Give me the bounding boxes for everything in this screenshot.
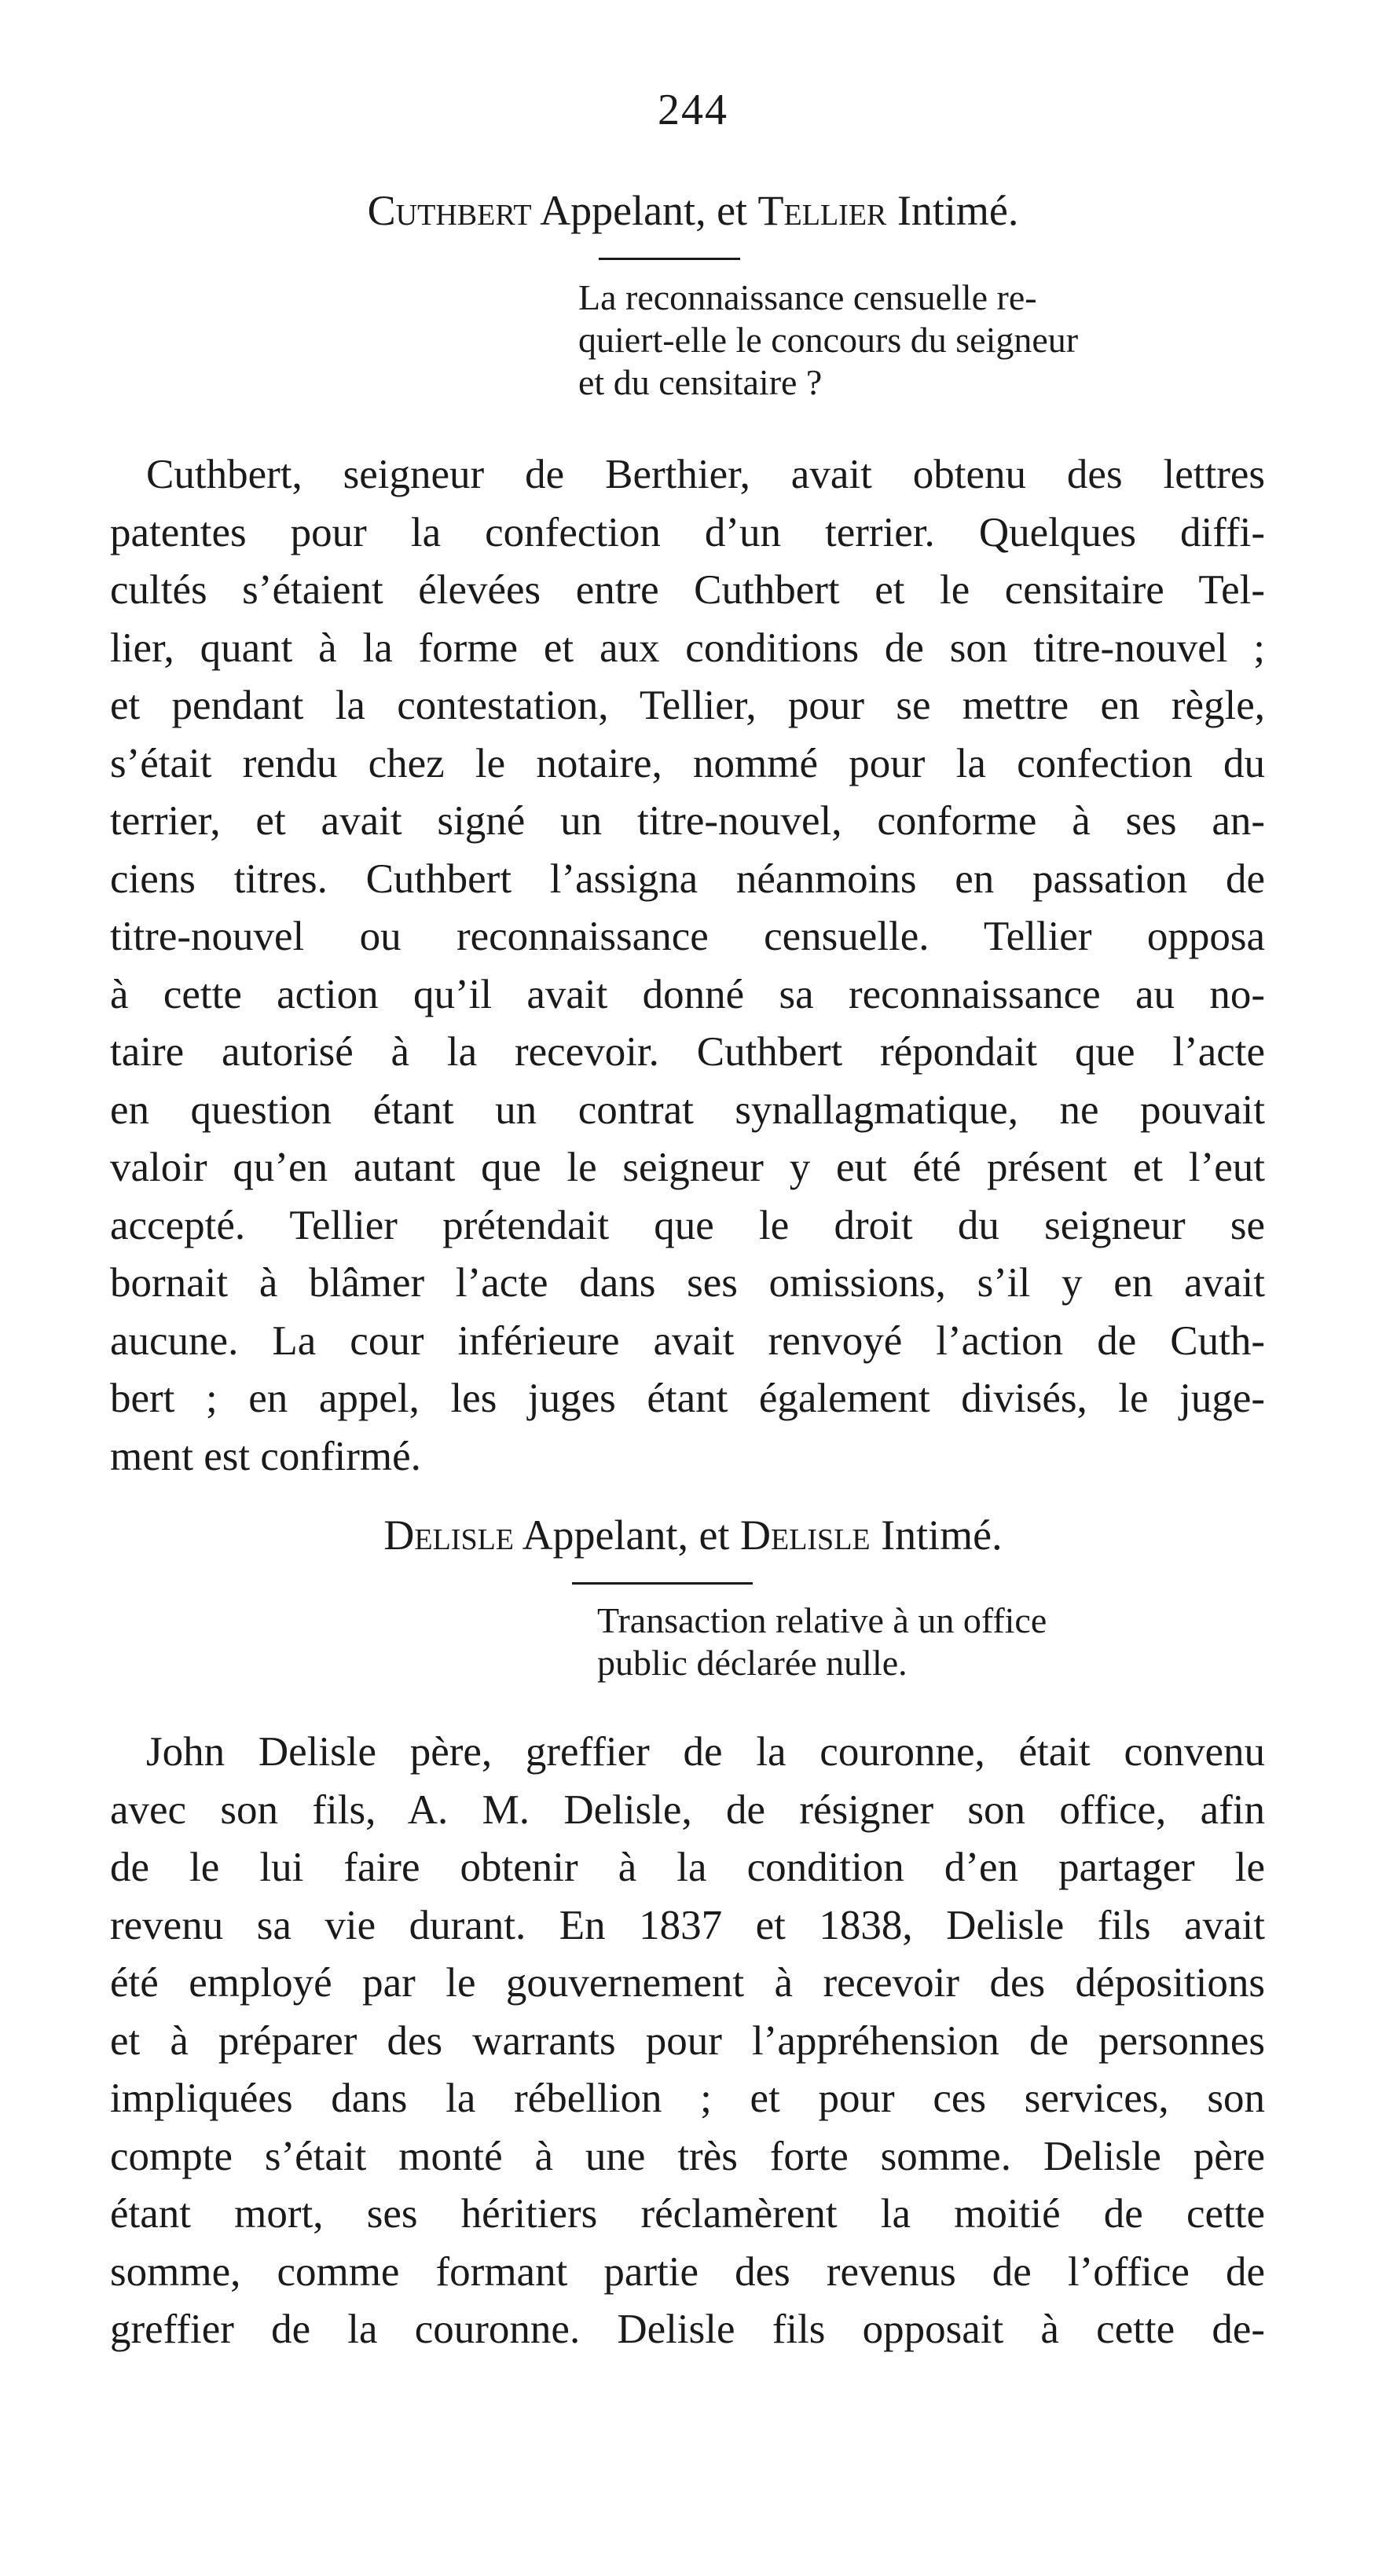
paragraph-line: titre-nouvel ou reconnaissance censuelle. Tellier opposa bbox=[110, 914, 1265, 959]
paragraph-line: ment est confirmé. bbox=[110, 1433, 421, 1479]
party-name: Delisle bbox=[383, 1512, 515, 1559]
paragraph-line: greffier de la couronne. Delisle fils opposait à cette de- bbox=[110, 2307, 1265, 2352]
paragraph-line: revenu sa vie durant. En 1837 et 1838, Delisle fils avait bbox=[110, 1902, 1265, 1948]
party-name: Tellier bbox=[757, 187, 887, 234]
party-role: Appelant, et bbox=[522, 1512, 730, 1559]
note-line: quiert-elle le concours du seigneur bbox=[578, 320, 1079, 360]
paragraph-line: patentes pour la confection d’un terrier. Quelques diffi- bbox=[110, 509, 1265, 555]
paragraph-line: été employé par le gouvernement à recevoir des dépositions bbox=[110, 1960, 1265, 2006]
case-summary-note bbox=[597, 1599, 1259, 1684]
section-divider bbox=[572, 1582, 753, 1585]
party-role: Intimé. bbox=[896, 187, 1019, 234]
paragraph-line: aucune. La cour inférieure avait renvoyé l’action de Cuth- bbox=[110, 1317, 1265, 1364]
case-summary-note bbox=[578, 277, 1259, 404]
paragraph-line: somme, comme formant partie des revenus de l’office de bbox=[110, 2248, 1265, 2295]
paragraph-line: ciens titres. Cuthbert l’assigna néanmoins en passation de bbox=[110, 856, 1265, 902]
paragraph-line: s’était rendu chez le notaire, nommé pour la confection du bbox=[110, 740, 1265, 786]
note-line: public déclarée nulle. bbox=[597, 1643, 908, 1683]
paragraph-line: étant mort, ses héritiers réclamèrent la moitié de cette bbox=[110, 2191, 1265, 2237]
page-number: 244 bbox=[658, 86, 728, 134]
note-line: La reconnaissance censuelle re- bbox=[578, 277, 1037, 317]
case-heading-cuthbert-tellier bbox=[0, 185, 1386, 236]
paragraph-line: en question étant un contrat synallagmatique, ne pouvait bbox=[110, 1086, 1265, 1133]
paragraph-line: et à préparer des warrants pour l’appréhension de personnes bbox=[110, 2017, 1265, 2064]
case-body-paragraph bbox=[110, 1724, 1265, 2359]
paragraph-line: taire autorisé à la recevoir. Cuthbert répondait que l’acte bbox=[110, 1029, 1265, 1075]
paragraph-line: John Delisle père, greffier de la couronne, était convenu bbox=[146, 1729, 1265, 1775]
paragraph-line: impliquées dans la rébellion ; et pour ces services, son bbox=[110, 2076, 1265, 2121]
party-name: Delisle bbox=[739, 1512, 871, 1559]
paragraph-line: de le lui faire obtenir à la condition d’en partager le bbox=[110, 1845, 1265, 1890]
paragraph-line: à cette action qu’il avait donné sa reconnaissance au no- bbox=[110, 971, 1265, 1017]
paragraph-line: bert ; en appel, les juges étant également divisés, le juge- bbox=[110, 1376, 1265, 1421]
party-role: Intimé. bbox=[881, 1512, 1003, 1559]
section-divider bbox=[599, 258, 740, 260]
paragraph-line: terrier, et avait signé un titre-nouvel, conforme à ses an- bbox=[110, 798, 1265, 844]
party-role: Appelant, et bbox=[540, 187, 748, 234]
paragraph-line: Cuthbert, seigneur de Berthier, avait obtenu des lettres bbox=[146, 452, 1265, 497]
note-line: et du censitaire ? bbox=[578, 362, 823, 402]
case-heading-delisle-delisle bbox=[0, 1510, 1386, 1560]
paragraph-line: bornait à blâmer l’acte dans ses omissions, s’il y en avait bbox=[110, 1260, 1265, 1306]
paragraph-line: avec son fils, A. M. Delisle, de résigner son office, afin bbox=[110, 1786, 1265, 1833]
case-body-paragraph bbox=[110, 446, 1265, 1486]
paragraph-line: compte s’était monté à une très forte somme. Delisle père bbox=[110, 2133, 1265, 2179]
paragraph-line: accepté. Tellier prétendait que le droit du seigneur se bbox=[110, 1202, 1265, 1248]
paragraph-line: et pendant la contestation, Tellier, pour se mettre en règle, bbox=[110, 683, 1265, 728]
paragraph-line: valoir qu’en autant que le seigneur y eut été présent et l’eut bbox=[110, 1145, 1265, 1190]
paragraph-line: cultés s’étaient élevées entre Cuthbert et le censitaire Tel- bbox=[110, 567, 1265, 613]
party-name: Cuthbert bbox=[367, 187, 532, 234]
paragraph-line: lier, quant à la forme et aux conditions de son titre-nouvel ; bbox=[110, 625, 1265, 671]
note-line: Transaction relative à un office bbox=[597, 1600, 1047, 1640]
